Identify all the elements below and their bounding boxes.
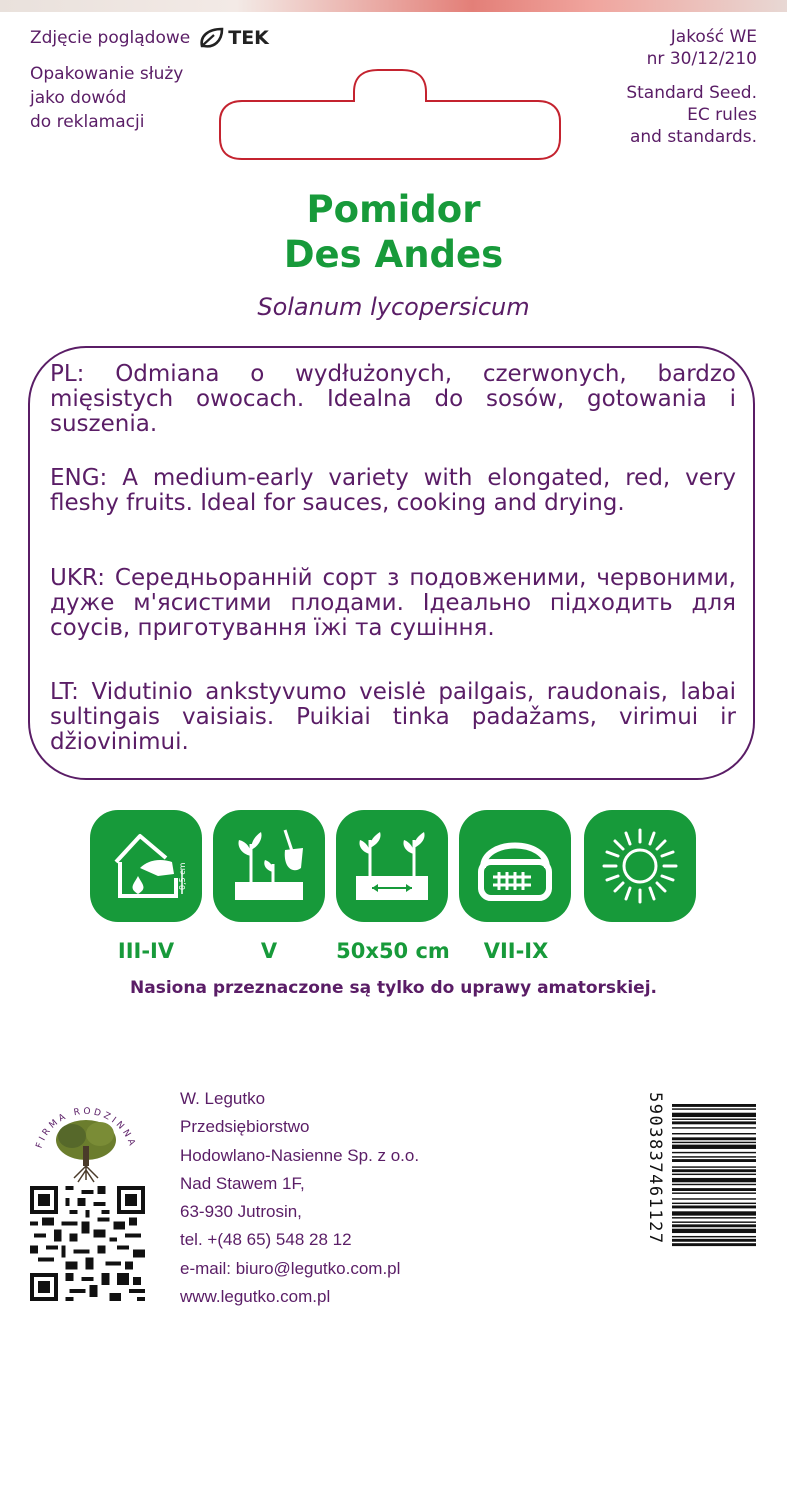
address-line: 63-930 Jutrosin, — [180, 1202, 302, 1222]
product-name-line1: Pomidor — [306, 188, 481, 231]
spacing-icon — [336, 810, 448, 922]
ean-barcode — [645, 1090, 758, 1300]
barcode-bar — [672, 1211, 756, 1215]
quality-line: nr 30/12/210 — [646, 49, 757, 69]
barcode-bar — [672, 1206, 756, 1209]
barcode-bar — [672, 1156, 756, 1157]
barcode-bar — [672, 1145, 756, 1149]
latin-name: Solanum lycopersicum — [257, 293, 530, 321]
barcode-bar — [672, 1224, 756, 1227]
barcode-bar — [672, 1166, 756, 1167]
barcode-bar — [672, 1178, 756, 1182]
claim-line: Opakowanie służy — [30, 64, 184, 84]
header-right — [626, 26, 757, 148]
barcode-bar — [672, 1203, 756, 1204]
barcode-bar — [672, 1192, 756, 1193]
description-en: ENG: A medium-early variety with elongated, red, very fleshy fruits. Ideal for sauces, cooking and drying. — [50, 465, 736, 516]
leaf-icon — [198, 27, 224, 49]
barcode-bar — [672, 1229, 756, 1233]
barcode-digits: 5903837461127 — [645, 1092, 665, 1245]
logo-text: FIRMA RODZINNA — [34, 1106, 138, 1150]
standard-line: EC rules — [687, 105, 757, 125]
standard-line: Standard Seed. — [626, 83, 757, 103]
barcode-bar — [672, 1217, 756, 1218]
barcode-bar — [672, 1137, 756, 1140]
barcode-bar — [672, 1188, 756, 1191]
sowing-greenhouse-icon — [90, 810, 202, 922]
photo-note: Zdjęcie poglądowe — [30, 28, 191, 48]
barcode-bar — [672, 1108, 756, 1109]
tek-brand: TEK — [228, 27, 269, 49]
address-line: Nad Stawem 1F, — [180, 1173, 305, 1193]
spacing-label: 50x50 cm — [336, 939, 450, 963]
product-name-line2: Des Andes — [283, 233, 504, 276]
barcode-bar — [672, 1104, 756, 1107]
barcode-bar — [672, 1243, 756, 1246]
hang-hole-outline — [218, 68, 562, 162]
standard-note — [626, 82, 757, 148]
sowing-period-label: III-IV — [117, 939, 175, 963]
planting-out-icon — [213, 810, 325, 922]
barcode-bar — [672, 1159, 756, 1162]
barcode-bar — [672, 1174, 756, 1175]
barcode-bar — [672, 1184, 756, 1185]
standard-line: and standards. — [629, 127, 757, 147]
description-ua: UKR: Середньоранній сорт з подовженими, червоними, дуже м'ясистими плодами. Ідеально підходить для соусів, приготування їжі та сушіння. — [50, 565, 736, 641]
claim-line: jako dowód — [30, 88, 127, 108]
planting-period-label: V — [260, 939, 278, 963]
barcode-bar — [672, 1169, 756, 1172]
barcode-bar — [672, 1198, 756, 1199]
barcode-bar — [672, 1152, 756, 1153]
claim-line: do reklamacji — [30, 112, 145, 132]
website-link[interactable]: www.legutko.com.pl — [180, 1287, 331, 1307]
barcode-bar — [672, 1142, 756, 1143]
barcode-bar — [672, 1133, 756, 1134]
barcode-bar — [672, 1236, 756, 1237]
address-line: Hodowlano-Nasienne Sp. z o.o. — [180, 1145, 420, 1165]
barcode-bar — [672, 1221, 756, 1222]
description-pl: PL: Odmiana o wydłużonych, czerwonych, bardzo mięsistych owocach. Idealna do sosów, gotowania i suszenia. — [50, 361, 736, 437]
depth-label: 0,5 cm — [178, 862, 187, 890]
harvest-basket-icon — [459, 810, 571, 922]
barcode-bar — [672, 1119, 756, 1120]
email-link[interactable]: e-mail: biuro@legutko.com.pl — [180, 1258, 401, 1278]
qr-code[interactable] — [30, 1186, 145, 1301]
barcode-bar — [672, 1127, 756, 1128]
barcode-bar — [672, 1121, 756, 1124]
sun-icon — [584, 810, 696, 922]
quality-line: Jakość WE — [670, 27, 757, 47]
barcode-bar — [672, 1239, 756, 1242]
cultivation-icons — [90, 810, 700, 922]
producer-address — [180, 1085, 419, 1311]
phone-line: tel. +(48 65) 548 28 12 — [180, 1230, 352, 1250]
harvest-period-label: VII-IX — [483, 939, 549, 963]
address-line: Przedsiębiorstwo — [180, 1117, 310, 1137]
tomato-photo-strip — [0, 0, 787, 12]
barcode-bar — [672, 1113, 756, 1117]
description-lt: LT: Vidutinio ankstyvumo veislė pailgais, raudonais, labai sultingais vaisiais. Puikiai tinka padažams, virimui ir džiovinimui. — [50, 679, 736, 755]
family-company-tree-logo — [26, 1086, 146, 1186]
amateur-use-notice: Nasiona przeznaczone są tylko do uprawy amatorskiej. — [130, 978, 657, 998]
address-line: W. Legutko — [180, 1089, 266, 1108]
tek-logo — [198, 26, 269, 50]
